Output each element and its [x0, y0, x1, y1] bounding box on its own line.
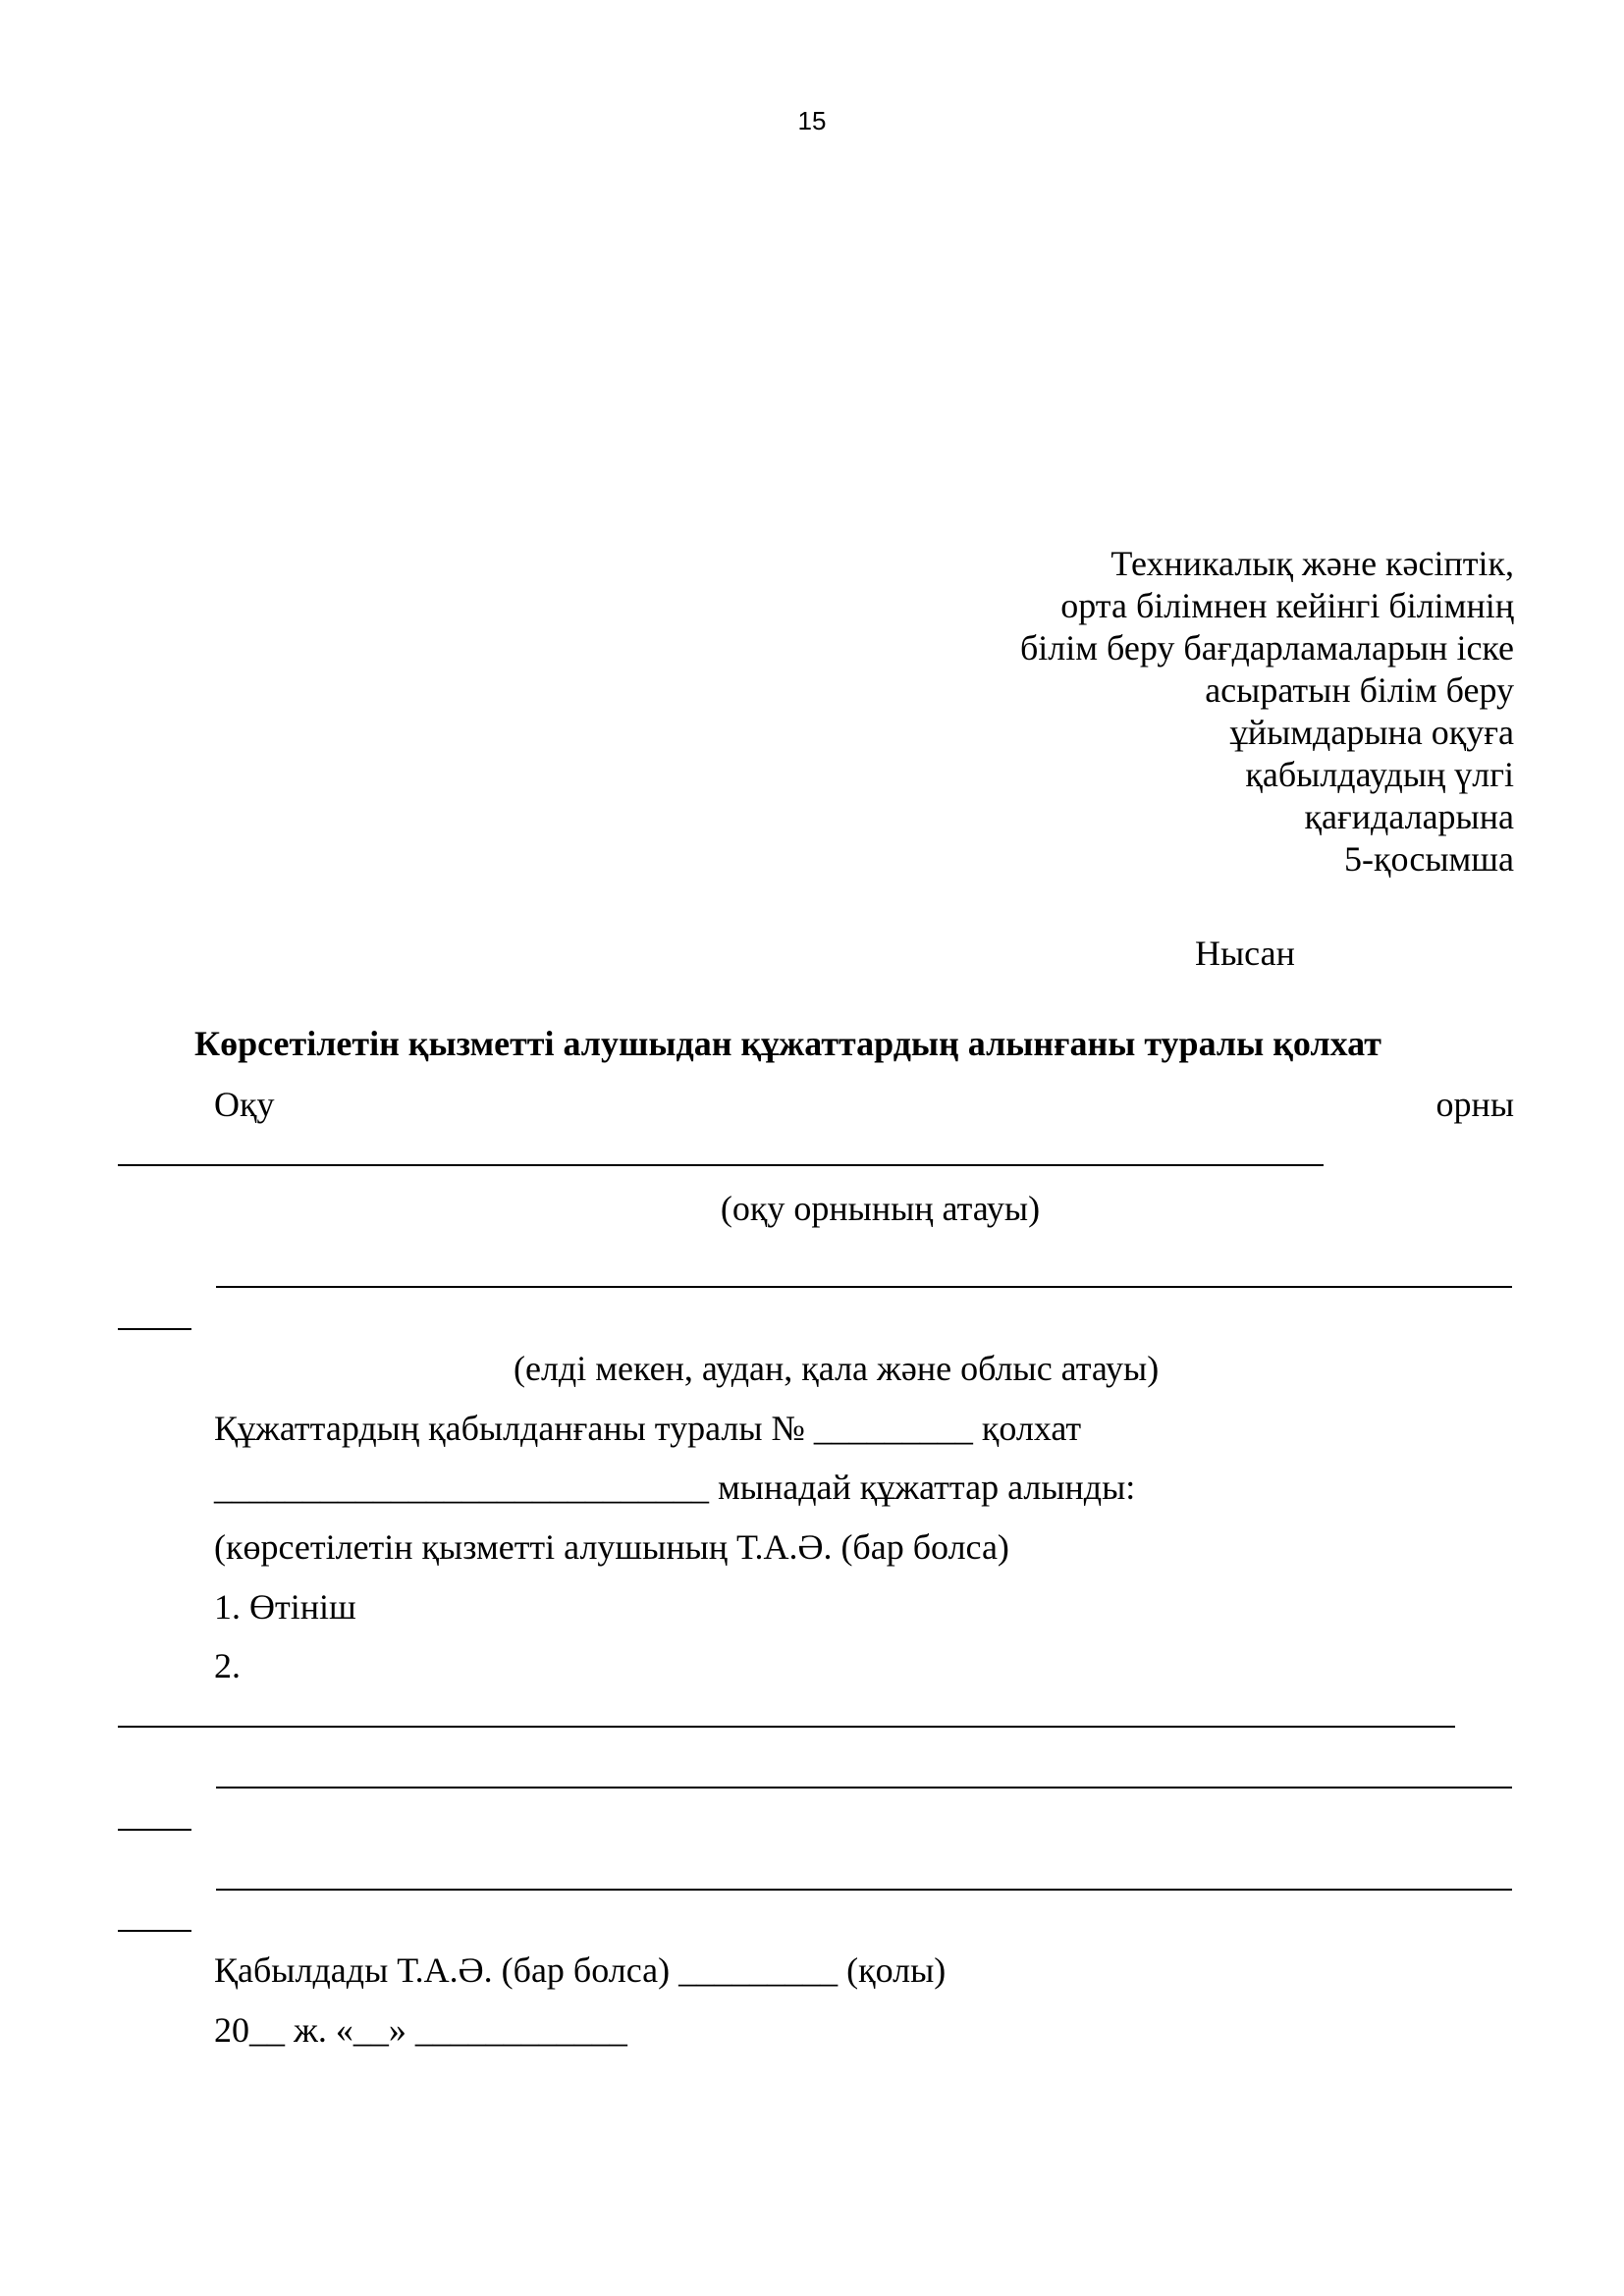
- form-label: Нысан: [1195, 934, 1295, 973]
- approval-line: Техникалық және кәсіптік,: [1110, 544, 1514, 583]
- document-item-1: 1. Өтініш: [214, 1587, 356, 1627]
- document-item-2: 2.: [214, 1646, 241, 1685]
- approval-block: [1020, 543, 1514, 881]
- recipient-name-field[interactable]: ____________________________: [214, 1468, 709, 1507]
- document-item-field[interactable]: [216, 1787, 1512, 1789]
- document-item-field-continuation[interactable]: [118, 1829, 191, 1831]
- page-number: 15: [797, 106, 827, 135]
- receipt-prefix: Құжаттардың қабылданғаны туралы №: [214, 1409, 805, 1448]
- receipt-number-field[interactable]: _________: [813, 1409, 973, 1448]
- locality-field-continuation[interactable]: [118, 1328, 191, 1330]
- date-line[interactable]: 20__ ж. «__» ____________: [214, 2010, 627, 2050]
- document-item-2-field[interactable]: [118, 1726, 1455, 1728]
- receipt-line: [214, 1408, 1081, 1450]
- approval-line: асыратын білім беру: [1205, 670, 1514, 710]
- institution-name-caption: (оқу орнының атауы): [720, 1189, 1041, 1228]
- locality-field[interactable]: [216, 1286, 1512, 1288]
- document-title: Көрсетілетін қызметті алушыдан құжаттардың алынғаны туралы қолхат: [194, 1024, 1381, 1063]
- institution-name-field[interactable]: [118, 1164, 1324, 1166]
- document-item-field[interactable]: [216, 1889, 1512, 1891]
- accepted-by-line: [214, 1949, 946, 1992]
- signature-caption: (қолы): [846, 1950, 947, 1990]
- approval-line: білім беру бағдарламаларын іске: [1019, 628, 1514, 667]
- recipient-caption: (көрсетілетін қызметті алушының Т.А.Ә. (бар болса): [214, 1527, 1009, 1567]
- locality-caption: (елді мекен, аудан, қала және облыс атауы): [514, 1349, 1160, 1388]
- recipient-line: [214, 1467, 1135, 1509]
- approval-line: ұйымдарына оқуға: [1229, 713, 1514, 752]
- approval-line: қағидаларына: [1304, 797, 1514, 836]
- accepted-by-label: Қабылдады Т.А.Ә. (бар болса): [214, 1950, 671, 1990]
- receipt-suffix: қолхат: [981, 1409, 1082, 1448]
- approval-line: қабылдаудың үлгі: [1245, 755, 1514, 794]
- approval-line: орта білімнен кейінгі білімнің: [1060, 586, 1514, 625]
- documents-received-text: мынадай құжаттар алынды:: [718, 1468, 1136, 1507]
- study-word: Оқу: [214, 1085, 275, 1124]
- place-word: орны: [1435, 1085, 1514, 1124]
- signature-field[interactable]: _________: [678, 1950, 839, 1990]
- document-item-field-continuation[interactable]: [118, 1930, 191, 1932]
- approval-line: 5-қосымша: [1343, 839, 1514, 879]
